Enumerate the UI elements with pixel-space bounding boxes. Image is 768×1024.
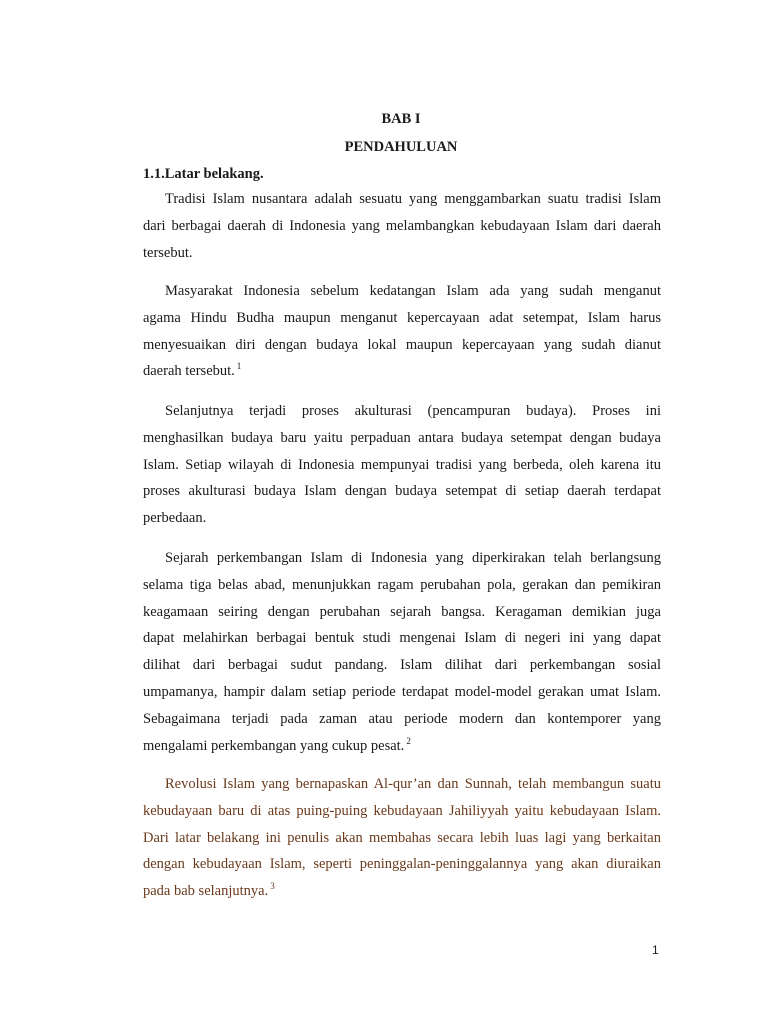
- text-line: [143, 706, 661, 733]
- text-line-content: Masyarakat Indonesia sebelum kedatangan Islam ada yang sudah menganut: [165, 283, 661, 299]
- chapter-title: PENDAHULUAN: [344, 139, 458, 155]
- text-line-content: Dari latar belakang ini penulis akan membahas secara lebih luas lagi yang berkaitan: [143, 829, 661, 846]
- text-line: [143, 278, 661, 305]
- text-line: [143, 186, 661, 213]
- paragraph-4: [143, 545, 661, 759]
- text-line: [143, 240, 661, 267]
- text-line-content: Revolusi Islam yang bernapaskan Al-qur’an dan Sunnah, telah membangun suatu: [165, 776, 661, 792]
- text-line-content: menyesuaikan diri dengan budaya lokal maupun kepercayaan yang sudah dianut: [143, 336, 661, 353]
- text-line-content: kebudayaan baru di atas puing-puing kebudayaan Jahiliyyah yaitu kebudayaan Islam.: [143, 802, 661, 819]
- text-line-content: mengalami perkembangan yang cukup pesat.: [143, 737, 405, 754]
- text-line: [143, 733, 661, 760]
- footnote-marker: 3: [270, 881, 275, 892]
- footnote-marker: 2: [406, 735, 411, 746]
- text-line-content: Sebagaimana terjadi pada zaman atau periode modern dan kontemporer yang: [143, 710, 661, 727]
- text-line-content: dengan kebudayaan Islam, seperti peninggalan-peninggalannya yang akan diuraikan: [143, 856, 661, 873]
- footnote-marker: 1: [236, 361, 242, 372]
- section-title: 1.1.Latar belakang.: [143, 166, 264, 182]
- text-line-content: menghasilkan budaya baru yaitu perpaduan antara budaya setempat dengan budaya: [143, 429, 661, 446]
- text-line: [143, 572, 661, 599]
- text-line: [143, 398, 661, 425]
- text-line: [143, 452, 661, 479]
- text-line-content: proses akulturasi budaya Islam dengan budaya setempat di setiap daerah terdapat: [143, 483, 661, 500]
- text-line-content: keagamaan seiring dengan perubahan sejarah bangsa. Keragaman demikian juga: [143, 603, 661, 620]
- paragraph-1: [143, 186, 661, 266]
- text-line: [143, 878, 661, 905]
- text-line: [143, 545, 661, 572]
- paragraph-3: [143, 398, 661, 532]
- text-line: [143, 305, 661, 332]
- text-line-content: Selanjutnya terjadi proses akulturasi (pencampuran budaya). Proses ini: [165, 403, 661, 419]
- text-line: [143, 625, 661, 652]
- text-line-content: selama tiga belas abad, menunjukkan ragam perubahan pola, gerakan dan pemikiran: [143, 576, 661, 593]
- chapter-label: BAB I: [381, 111, 421, 127]
- text-line: [143, 505, 661, 532]
- text-line-content: tersebut.: [143, 244, 193, 261]
- text-line: [143, 825, 661, 852]
- text-line: [143, 652, 661, 679]
- text-line-content: umpamanya, hampir dalam setiap periode terdapat model-model gerakan umat Islam.: [143, 683, 661, 700]
- text-line: [143, 213, 661, 240]
- text-line-content: perbedaan.: [143, 510, 207, 527]
- text-line: [143, 771, 661, 798]
- text-line-content: dilihat dari berbagai sudut pandang. Islam dilihat dari perkembangan sosial: [143, 657, 661, 674]
- text-line: [143, 599, 661, 626]
- text-line-content: Islam. Setiap wilayah di Indonesia mempunyai tradisi yang berbeda, oleh karena itu: [143, 456, 661, 473]
- page-number: 1: [652, 943, 659, 957]
- text-line: [143, 358, 661, 385]
- text-line-content: dapat melahirkan berbagai bentuk studi mengenai Islam di negeri ini yang dapat: [143, 630, 661, 647]
- paragraph-2: [143, 278, 661, 385]
- text-line: [143, 332, 661, 359]
- text-line: [143, 425, 661, 452]
- text-line-content: Sejarah perkembangan Islam di Indonesia yang diperkirakan telah berlangsung: [165, 550, 661, 566]
- text-line: [143, 851, 661, 878]
- text-line-content: Tradisi Islam nusantara adalah sesuatu yang menggambarkan suatu tradisi Islam: [165, 191, 661, 207]
- text-line-content: daerah tersebut.: [143, 363, 235, 380]
- text-line-content: dari berbagai daerah di Indonesia yang melambangkan kebudayaan Islam dari daerah: [143, 217, 661, 234]
- paragraph-5: [143, 771, 661, 905]
- text-line: [143, 679, 661, 706]
- text-line-content: pada bab selanjutnya.: [143, 883, 269, 900]
- text-line: [143, 798, 661, 825]
- text-line-content: agama Hindu Budha maupun menganut kepercayaan adat setempat, Islam harus: [143, 309, 661, 326]
- text-line: [143, 478, 661, 505]
